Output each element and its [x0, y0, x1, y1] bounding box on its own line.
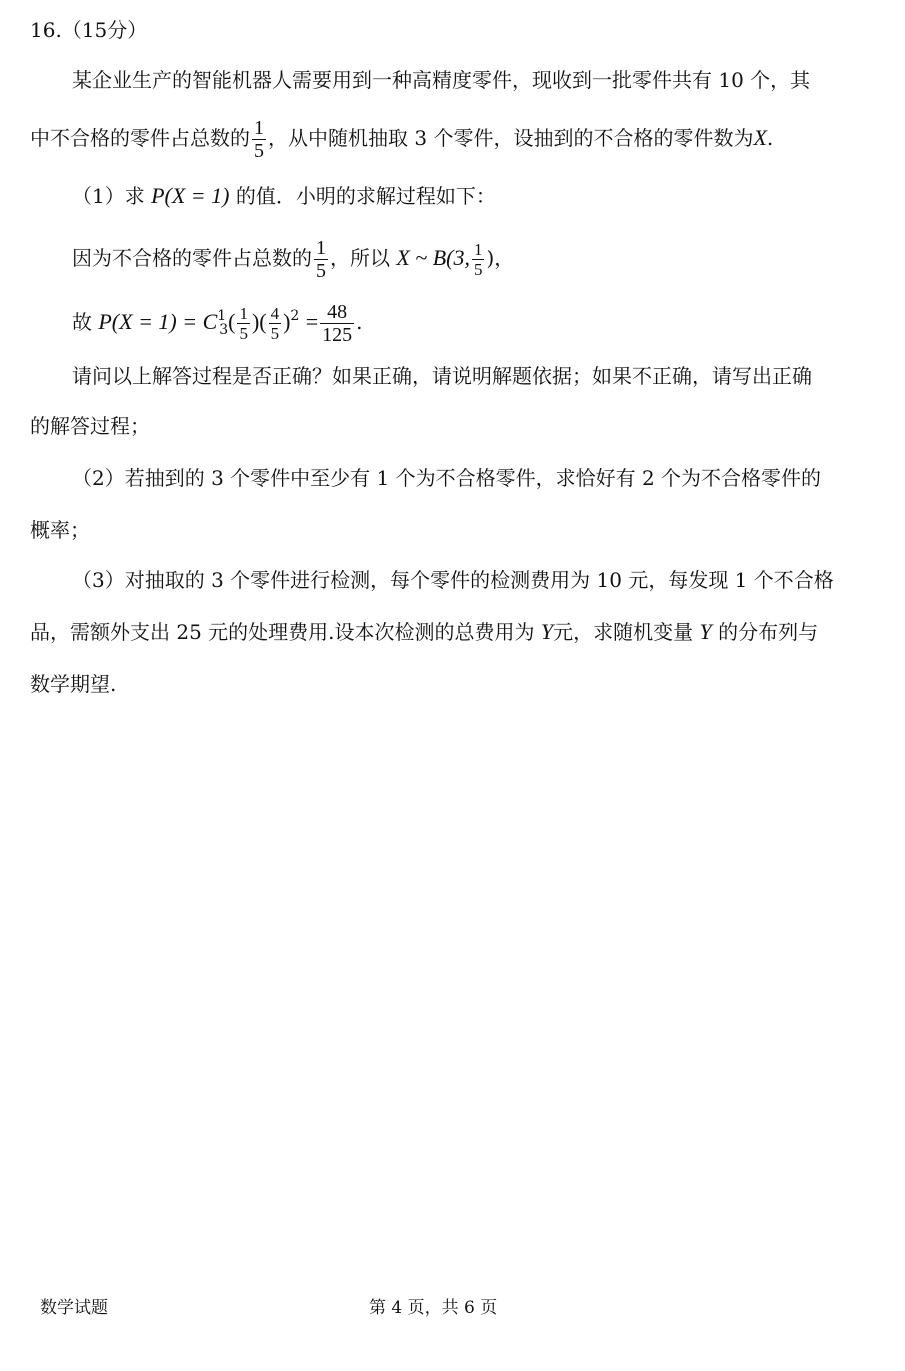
result-line: 故 $P(X = 1) = C^1_3$( $\frac{1}{5}$ )( $\frac{4}{5}$ )$^2$ = $\frac{48}{125}$ .	[72, 301, 363, 346]
part2-line-2: 概率；	[30, 518, 90, 542]
variable-y: Y	[540, 619, 554, 644]
result-lhs: P(X = 1) = C	[98, 309, 218, 334]
part1-question: （1）求 P(X = 1) 的值．小明的求解过程如下：	[72, 183, 496, 208]
part3-line-2: 品，需额外支出 25 元的处理费用.设本次检测的总费用为 Y元，求随机变量 Y 的分布列与	[30, 619, 819, 644]
footer-subject: 数学试题	[40, 1298, 108, 1318]
variable-x: X	[753, 125, 767, 150]
variable-y: Y	[699, 619, 712, 644]
prob-expr: P(X = 1)	[151, 183, 230, 208]
binomial-dist: X ~ B(3,	[396, 245, 470, 270]
ask-line-2: 的解答过程；	[30, 414, 150, 438]
part3-line-3: 数学期望.	[30, 672, 117, 696]
intro-line-1: 某企业生产的智能机器人需要用到一种高精度零件，现收到一批零件共有 10 个，其	[72, 68, 811, 92]
question-header: 16.（15分）	[30, 18, 148, 42]
intro-line-2: 中不合格的零件占总数的 $\frac{1}{5}$ ，从中随机抽取 3 个零件，设抽到的不合格的零件数为X.	[30, 117, 774, 162]
fraction-one-fifth: $\frac{1}{5}$	[254, 117, 264, 162]
part3-line-1: （3）对抽取的 3 个零件进行检测，每个零件的检测费用为 10 元，每发现 1 个不合格	[72, 568, 834, 592]
fraction-one-fifth: $\frac{1}{5}$	[473, 240, 483, 279]
intro-text-b: ，从中随机抽取 3 个零件，设抽到的不合格的零件数为	[268, 126, 754, 150]
fraction-four-fifths: $\frac{4}{5}$	[270, 304, 280, 343]
reason-line: 因为不合格的零件占总数的 $\frac{1}{5}$ ，所以 X ~ B(3, $\frac{1}{5}$ )，	[72, 237, 515, 282]
fraction-one-fifth: $\frac{1}{5}$	[316, 237, 326, 282]
footer-page-number: 第 4 页，共 6 页	[369, 1298, 498, 1318]
fraction-one-fifth: $\frac{1}{5}$	[239, 304, 248, 343]
part2-line-1: （2）若抽到的 3 个零件中至少有 1 个为不合格零件，求恰好有 2 个为不合格零件的	[72, 466, 822, 490]
intro-text-a: 中不合格的零件占总数的	[30, 126, 250, 150]
ask-line-1: 请问以上解答过程是否正确？如果正确，请说明解题依据；如果不正确，请写出正确	[72, 364, 812, 388]
fraction-result: $\frac{48}{125}$	[322, 301, 353, 346]
